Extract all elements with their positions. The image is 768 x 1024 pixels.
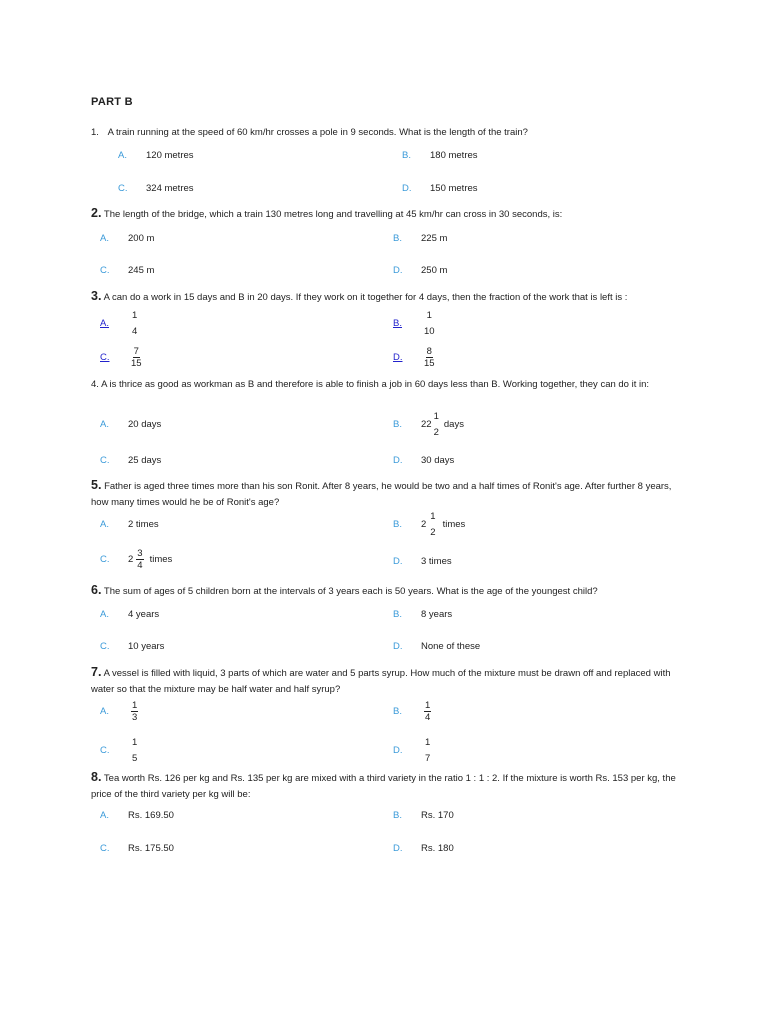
option-letter: D. xyxy=(402,183,412,194)
q6-option-a[interactable] xyxy=(100,609,159,620)
option-text: Rs. 180 xyxy=(421,843,454,854)
section-heading: PART B xyxy=(91,96,133,108)
q8-option-d[interactable] xyxy=(393,843,454,854)
fraction xyxy=(424,737,431,764)
option-letter: B. xyxy=(393,419,402,430)
fraction-denominator: 4 xyxy=(132,326,138,337)
question-8 xyxy=(91,769,681,803)
question-text: A vessel is filled with liquid, 3 parts of which are water and 5 parts syrup. How much of the mixture must be drawn off and replaced with water so that the mixture may be half water and half syrup? xyxy=(91,668,671,695)
question-4 xyxy=(91,377,681,393)
fraction-denominator: 4 xyxy=(137,560,143,571)
option-letter: D. xyxy=(393,745,403,756)
option-letter: C. xyxy=(100,455,110,466)
fraction-denominator: 10 xyxy=(424,326,435,337)
option-text: 250 m xyxy=(421,265,448,276)
q7-option-d[interactable] xyxy=(393,737,434,764)
q5-option-c[interactable] xyxy=(100,548,172,571)
fraction-denominator: 15 xyxy=(131,358,142,369)
mixed-number xyxy=(128,548,172,571)
question-text: Tea worth Rs. 126 per kg and Rs. 135 per kg are mixed with a third variety in the ratio 1 : 1 : 2. If the mixture is worth Rs. 153 per kg, the price of the third variety per kg will be: xyxy=(91,773,676,800)
question-number: 5. xyxy=(91,478,102,492)
question-5 xyxy=(91,477,681,511)
q3-option-b[interactable] xyxy=(393,310,438,337)
q6-option-b[interactable] xyxy=(393,609,452,620)
option-letter: B. xyxy=(402,150,411,161)
fraction-denominator: 2 xyxy=(430,527,436,538)
fraction-numerator: 1 xyxy=(425,737,431,748)
option-letter: C. xyxy=(100,641,110,652)
question-text: The sum of ages of 5 children born at the intervals of 3 years each is 50 years. What is the age of the youngest child? xyxy=(103,586,598,597)
option-text: 30 days xyxy=(421,455,455,466)
option-letter: C. xyxy=(100,843,110,854)
option-letter[interactable]: C. xyxy=(100,352,110,363)
question-number: 6. xyxy=(91,583,102,597)
fraction-denominator: 3 xyxy=(132,712,138,723)
mixed-whole: 2 xyxy=(421,519,427,530)
fraction-numerator: 1 xyxy=(426,310,432,321)
option-letter: A. xyxy=(100,419,109,430)
q3-option-a[interactable] xyxy=(100,310,141,337)
mixed-whole: 2 xyxy=(128,554,134,565)
q2-option-c[interactable] xyxy=(100,265,154,276)
fraction-numerator: 3 xyxy=(137,548,143,559)
q5-option-d[interactable] xyxy=(393,556,452,567)
question-text: A can do a work in 15 days and B in 20 days. If they work on it together for 4 days, then the fraction of the work that is left is : xyxy=(103,292,628,303)
option-letter: D. xyxy=(393,556,403,567)
option-letter[interactable]: A. xyxy=(100,318,109,329)
option-suffix: days xyxy=(443,419,464,430)
q5-option-a[interactable] xyxy=(100,519,159,530)
question-3 xyxy=(91,288,681,306)
q8-option-b[interactable] xyxy=(393,810,454,821)
option-letter: B. xyxy=(393,609,402,620)
q3-option-d[interactable] xyxy=(393,346,438,369)
fraction xyxy=(131,310,138,337)
q1-option-b[interactable] xyxy=(402,150,478,161)
option-letter: B. xyxy=(393,233,402,244)
q7-option-b[interactable] xyxy=(393,700,434,723)
question-text: Father is aged three times more than his son Ronit. After 8 years, he would be two and a half times of Ronit's age. After further 8 years, how many times would he be of Ronit's age? xyxy=(91,481,672,508)
option-text: Rs. 169.50 xyxy=(128,810,174,821)
q1-option-c[interactable] xyxy=(118,183,194,194)
option-letter: D. xyxy=(393,641,403,652)
q7-option-a[interactable] xyxy=(100,700,141,723)
fraction xyxy=(424,310,435,337)
option-text: 8 years xyxy=(421,609,453,620)
fraction-denominator: 5 xyxy=(132,753,138,764)
option-letter[interactable]: B. xyxy=(393,318,402,329)
question-text: A train running at the speed of 60 km/hr crosses a pole in 9 seconds. What is the length of the train? xyxy=(107,127,528,138)
question-number: 4. xyxy=(91,379,99,390)
option-text: 4 years xyxy=(128,609,160,620)
option-text: 245 m xyxy=(128,265,155,276)
q4-option-a[interactable] xyxy=(100,419,161,430)
option-text: 2 times xyxy=(128,519,159,530)
option-letter: B. xyxy=(393,706,402,717)
question-number: 2. xyxy=(91,206,102,220)
mixed-number xyxy=(421,411,464,438)
option-text: 120 metres xyxy=(146,150,194,161)
option-text: 150 metres xyxy=(430,183,478,194)
q2-option-a[interactable] xyxy=(100,233,154,244)
option-text: Rs. 170 xyxy=(421,810,454,821)
option-letter: A. xyxy=(100,706,109,717)
option-letter: C. xyxy=(100,554,110,565)
q4-option-b[interactable] xyxy=(393,411,464,438)
question-number: 1. xyxy=(91,127,99,138)
q4-option-c[interactable] xyxy=(100,455,161,466)
option-letter: B. xyxy=(393,519,402,530)
fraction-numerator: 1 xyxy=(425,700,431,711)
option-letter: C. xyxy=(100,265,110,276)
question-number: 3. xyxy=(91,289,102,303)
option-text: 10 years xyxy=(128,641,165,652)
q3-option-c[interactable] xyxy=(100,346,145,369)
q6-option-c[interactable] xyxy=(100,641,164,652)
option-text: 3 times xyxy=(421,556,452,567)
option-letter: A. xyxy=(100,810,109,821)
fraction xyxy=(433,411,440,438)
option-text: Rs. 175.50 xyxy=(128,843,174,854)
option-letter: B. xyxy=(393,810,402,821)
q2-option-d[interactable] xyxy=(393,265,447,276)
fraction-denominator: 2 xyxy=(433,427,439,438)
q1-option-d[interactable] xyxy=(402,183,478,194)
option-letter: D. xyxy=(393,843,403,854)
q7-option-c[interactable] xyxy=(100,737,141,764)
mixed-whole: 22 xyxy=(421,419,432,430)
q5-option-b[interactable] xyxy=(393,511,465,538)
fraction-denominator: 7 xyxy=(425,753,431,764)
q8-option-a[interactable] xyxy=(100,810,174,821)
option-text: 200 m xyxy=(128,233,155,244)
fraction-numerator: 1 xyxy=(430,511,436,522)
q6-option-d[interactable] xyxy=(393,641,480,652)
fraction-numerator: 8 xyxy=(426,346,432,357)
fraction-numerator: 1 xyxy=(132,310,138,321)
option-letter[interactable]: D. xyxy=(393,352,403,363)
question-number: 8. xyxy=(91,770,102,784)
fraction xyxy=(131,737,138,764)
q8-option-c[interactable] xyxy=(100,843,174,854)
option-letter: A. xyxy=(118,150,127,161)
q4-option-d[interactable] xyxy=(393,455,454,466)
option-letter: A. xyxy=(100,233,109,244)
question-text: A is thrice as good as workman as B and therefore is able to finish a job in 60 days less than B. Working together, they can do it in: xyxy=(101,379,650,390)
question-6 xyxy=(91,582,681,600)
q1-option-a[interactable] xyxy=(118,150,194,161)
fraction xyxy=(429,511,436,538)
fraction xyxy=(131,700,138,723)
option-letter: A. xyxy=(100,609,109,620)
option-text: None of these xyxy=(421,641,481,652)
option-text: 25 days xyxy=(128,455,162,466)
option-text: 225 m xyxy=(421,233,448,244)
option-letter: D. xyxy=(393,265,403,276)
option-text: 20 days xyxy=(128,419,162,430)
option-text: 180 metres xyxy=(430,150,478,161)
fraction-denominator: 4 xyxy=(425,712,431,723)
q2-option-b[interactable] xyxy=(393,233,447,244)
option-letter: A. xyxy=(100,519,109,530)
fraction xyxy=(424,346,435,369)
option-text: 324 metres xyxy=(146,183,194,194)
question-1 xyxy=(91,125,681,141)
fraction xyxy=(424,700,431,723)
question-number: 7. xyxy=(91,665,102,679)
option-letter: D. xyxy=(393,455,403,466)
fraction xyxy=(131,346,142,369)
mixed-number xyxy=(421,511,465,538)
fraction-numerator: 1 xyxy=(132,737,138,748)
option-letter: C. xyxy=(118,183,128,194)
question-2 xyxy=(91,205,681,223)
option-suffix: times xyxy=(149,554,173,565)
question-text: The length of the bridge, which a train 130 metres long and travelling at 45 km/hr can cross in 30 seconds, is: xyxy=(103,209,563,220)
fraction-numerator: 1 xyxy=(433,411,439,422)
fraction-denominator: 15 xyxy=(424,358,435,369)
option-suffix: times xyxy=(442,519,466,530)
option-letter: C. xyxy=(100,745,110,756)
fraction-numerator: 1 xyxy=(132,700,138,711)
question-7 xyxy=(91,664,681,698)
fraction-numerator: 7 xyxy=(133,346,139,357)
fraction xyxy=(136,548,143,571)
